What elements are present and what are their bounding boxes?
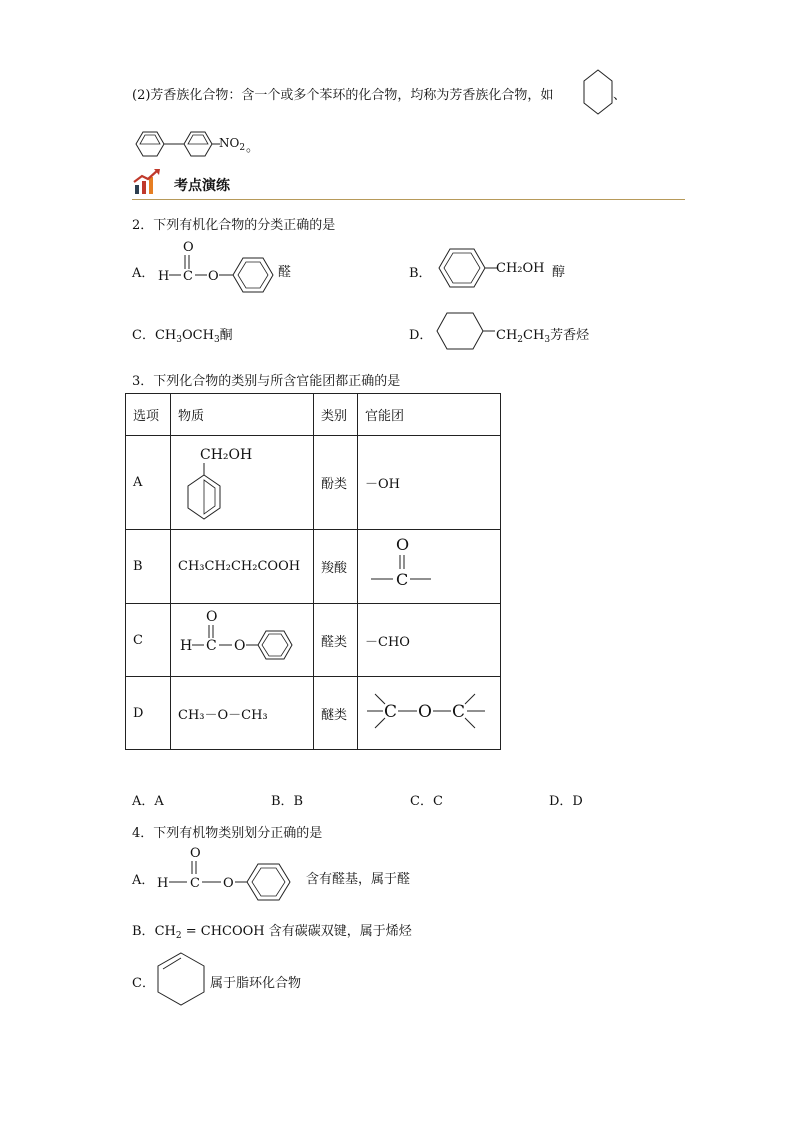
q3-table — [125, 393, 501, 750]
q2-option-d-label: D． — [409, 328, 433, 343]
q4-stem: 4．下列有机物类别划分正确的是 — [132, 826, 323, 841]
row-b-group — [358, 530, 501, 604]
svg-text:C: C — [183, 269, 193, 284]
cyclohexene-structure-icon — [154, 950, 208, 1008]
q2-option-b-class: 醇 — [552, 265, 566, 280]
q2-option-b-label: B． — [409, 266, 432, 281]
row-b-substance: CH₃CH₂CH₂COOH — [171, 530, 314, 604]
svg-text:C: C — [190, 876, 200, 891]
q2-b-benzyl-structure — [435, 245, 500, 291]
row-d-category: 醚类 — [314, 677, 358, 750]
header-option: 选项 — [126, 394, 171, 436]
header-category: 类别 — [314, 394, 358, 436]
q4-option-a-label: A． — [132, 873, 155, 888]
q2-stem: 2．下列有机化合物的分类正确的是 — [132, 218, 336, 233]
svg-text:C: C — [452, 702, 466, 722]
svg-text:O: O — [190, 846, 201, 861]
row-a-option: A — [126, 436, 171, 530]
svg-text:O: O — [396, 534, 410, 554]
q2-option-a-class: 醛 — [278, 265, 292, 280]
row-c-phenyl-formate-structure — [178, 607, 303, 669]
table-row — [126, 530, 501, 604]
q3-stem: 3．下列化合物的类别与所含官能团都正确的是 — [132, 374, 401, 389]
row-b-category: 羧酸 — [314, 530, 358, 604]
intro-period: 。 — [246, 140, 260, 155]
table-row — [126, 604, 501, 677]
row-b-option: B — [126, 530, 171, 604]
svg-text:C: C — [396, 569, 409, 589]
q4-a-phenyl-formate-structure — [155, 844, 305, 906]
carbonyl-group-structure — [365, 536, 435, 594]
svg-text:H: H — [180, 638, 193, 654]
section-divider — [132, 199, 685, 200]
q4-option-c-text: 属于脂环化合物 — [210, 976, 302, 991]
svg-text:O: O — [418, 702, 432, 722]
svg-text:C: C — [206, 638, 217, 654]
row-a-substance — [171, 436, 314, 530]
q2-option-a-label: A． — [132, 266, 155, 281]
row-a-group: －OH — [358, 436, 501, 530]
q3-answer-b: B．B — [271, 794, 304, 809]
q4-option-b: B．$CH_2$ = CHCOOH 含有碳碳双键，属于烯烃 — [132, 924, 412, 941]
atom-o-top: O — [183, 240, 194, 255]
row-d-group — [358, 677, 501, 750]
benzene-ring-example-icon — [583, 69, 613, 115]
row-c-group: －CHO — [358, 604, 501, 677]
header-substance: 物质 — [171, 394, 314, 436]
svg-text:O: O — [206, 609, 218, 625]
q3-answer-d: D．D — [549, 794, 583, 809]
chart-growth-icon — [132, 168, 162, 196]
table-header-row — [126, 394, 501, 436]
q3-answer-a: A．A — [132, 794, 164, 809]
q2-option-b-group: CH₂OH — [496, 261, 545, 276]
svg-text:C: C — [384, 702, 398, 722]
table-row — [126, 436, 501, 530]
row-d-option: D — [126, 677, 171, 750]
intro-line-1: (2)芳香族化合物：含一个或多个苯环的化合物，均称为芳香族化合物，如 — [132, 88, 554, 103]
q4-option-a-text: 含有醛基，属于醛 — [306, 872, 411, 887]
row-c-substance — [171, 604, 314, 677]
q2-option-c: C．$CH_3OCH_3$酮 — [132, 328, 233, 345]
svg-text:O: O — [208, 269, 219, 284]
row-a-ch2oh: CH₂OH — [200, 446, 253, 463]
intro-comma: 、 — [613, 88, 627, 103]
benzyl-alcohol-ring-icon — [184, 463, 224, 525]
row-a-category: 酚类 — [314, 436, 358, 530]
svg-text:O: O — [234, 638, 246, 654]
ether-group-structure — [365, 680, 490, 742]
svg-text:O: O — [223, 876, 234, 891]
q2-d-cyclohexyl-structure — [435, 310, 500, 352]
q4-option-c-label: C． — [132, 976, 155, 991]
q2-option-d-group: $CH_2CH_3$芳香烃 — [496, 328, 590, 345]
row-c-option: C — [126, 604, 171, 677]
svg-text:H: H — [158, 269, 170, 284]
table-row — [126, 677, 501, 750]
section-title: 考点演练 — [174, 178, 230, 194]
q3-answer-c: C．C — [410, 794, 443, 809]
nitro-group-label: $NO_2$ — [219, 136, 246, 153]
svg-text:H: H — [157, 876, 169, 891]
header-functional-group: 官能团 — [358, 394, 501, 436]
row-d-substance: CH₃－O－CH₃ — [171, 677, 314, 750]
row-c-category: 醛类 — [314, 604, 358, 677]
